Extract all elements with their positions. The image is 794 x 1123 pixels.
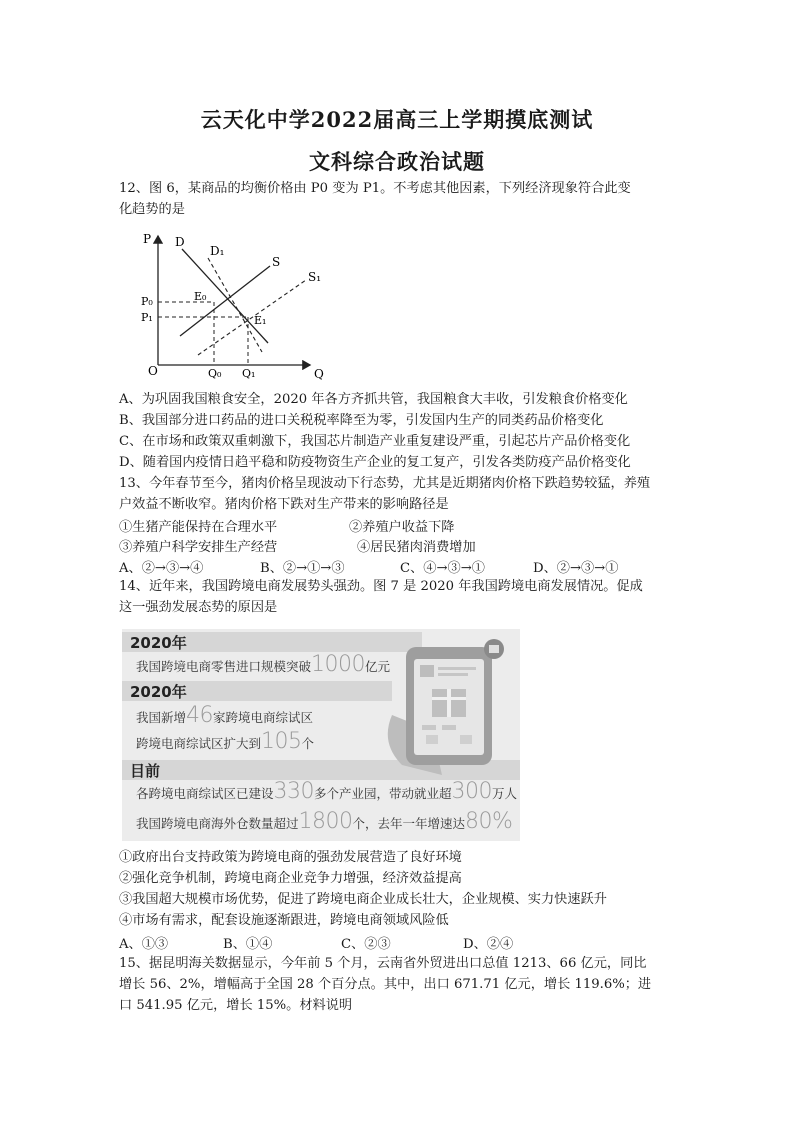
q14-item-4: ④市场有需求，配套设施逐渐跟进，跨境电商领域风险低 — [119, 913, 449, 928]
q15-stem-line-1: 15、据昆明海关数据显示，今年前 5 个月，云南省外贸进出口总值 1213、66 亿元，同比 — [119, 956, 647, 971]
infographic-row-4: 各跨境电商综试区已建设330多个产业园，带动就业超300万人 — [136, 779, 518, 804]
q13-stem-line-2: 户效益不断收窄。猪肉价格下跌对生产带来的影响路径是 — [119, 497, 449, 512]
q12-option-b: B、我国部分进口药品的进口关税税率降至为零，引发国内生产的同类药品价格变化 — [119, 413, 604, 428]
page-title: 云天化中学2022届高三上学期摸底测试 — [200, 107, 594, 132]
stat-105: 105 — [261, 729, 302, 754]
q12-option-d: D、随着国内疫情日趋平稳和防疫物资生产企业的复工复产，引发各类防疫产品价格变化 — [119, 455, 631, 470]
q14-answer-c: C、②③ — [341, 937, 391, 952]
q14-item-2: ②强化竞争机制，跨境电商企业竞争力增强，经济效益提高 — [119, 871, 462, 886]
label-q0: Q₀ — [208, 367, 222, 380]
label-d1: D₁ — [210, 244, 225, 258]
q13-items-row-2 — [119, 536, 679, 554]
q12-option-a: A、为巩固我国粮食安全，2020 年各方齐抓共管，我国粮食大丰收，引发粮食价格变化 — [119, 392, 628, 407]
axis-label-q: Q — [314, 367, 324, 380]
q13-item-2: ②养殖户收益下降 — [349, 520, 455, 535]
stat-1800: 1800 — [298, 809, 353, 834]
q13-answer-a: A、②→③→④ — [119, 561, 204, 576]
q12-option-c: C、在市场和政策双重刺激下，我国芯片制造产业重复建设严重，引起芯片产品价格变化 — [119, 434, 631, 449]
label-p0: P₀ — [141, 295, 153, 308]
q14-answers — [119, 933, 679, 951]
q14-stem-line-2: 这一强劲发展态势的原因是 — [119, 600, 278, 615]
q15-stem-line-3: 口 541.95 亿元，增长 15%。材料说明 — [119, 998, 353, 1013]
infographic-heading-2: 2020年 — [130, 683, 187, 701]
q12-stem-line-1: 12、图 6，某商品的均衡价格由 P0 变为 P1。不考虑其他因素，下列经济现象符合此变 — [119, 181, 631, 196]
q13-items-row-1 — [119, 516, 679, 534]
q14-item-1: ①政府出台支持政策为跨境电商的强劲发展营造了良好环境 — [119, 850, 462, 865]
stat-46: 46 — [186, 703, 214, 728]
q13-answer-b: B、②→①→③ — [260, 561, 345, 576]
infographic-heading-1: 2020年 — [130, 634, 187, 652]
q13-item-1: ①生猪产能保持在合理水平 — [119, 520, 278, 535]
stat-330: 330 — [273, 779, 315, 804]
label-s: S — [272, 255, 281, 269]
q13-stem-line-1: 13、今年春节至今，猪肉价格呈现波动下行态势，尤其是近期猪肉价格下跌趋势较猛，养殖 — [119, 476, 651, 491]
page-subtitle: 文科综合政治试题 — [309, 149, 485, 174]
label-d: D — [175, 235, 185, 249]
infographic-row-2: 我国新增46家跨境电商综试区 — [136, 703, 314, 728]
label-e0: E₀ — [194, 290, 207, 303]
q14-answer-b: B、①④ — [223, 937, 273, 952]
label-s1: S₁ — [308, 270, 322, 284]
crossborder-ecommerce-infographic — [122, 629, 520, 841]
infographic-heading-3: 目前 — [130, 762, 161, 780]
q13-item-4: ④居民猪肉消费增加 — [357, 540, 476, 555]
q14-stem-line-1: 14、近年来，我国跨境电商发展势头强劲。图 7 是 2020 年我国跨境电商发展情况。促成 — [119, 579, 643, 594]
q14-item-3: ③我国超大规模市场优势，促进了跨境电商企业成长壮大，企业规模、实力快速跃升 — [119, 892, 607, 907]
supply-demand-graph — [138, 228, 328, 380]
q13-answers — [119, 557, 679, 575]
stat-300: 300 — [451, 779, 493, 804]
q14-answer-a: A、①③ — [119, 937, 169, 952]
axis-label-p: P — [143, 232, 152, 246]
infographic-row-3: 跨境电商综试区扩大到105个 — [136, 729, 315, 754]
demand-curve-d1 — [208, 258, 262, 352]
stat-80-percent: 80% — [465, 809, 513, 834]
q15-stem-line-2: 增长 56、2%，增幅高于全国 28 个百分点。其中，出口 671.71 亿元，增长 119.6%；进 — [119, 977, 652, 992]
infographic-row-1: 我国跨境电商零售进口规模突破1000亿元 — [136, 652, 391, 677]
q13-answer-c: C、④→③→① — [400, 561, 485, 576]
q13-answer-d: D、②→③→① — [533, 561, 619, 576]
q12-stem-line-2: 化趋势的是 — [119, 202, 185, 217]
q13-item-3: ③养殖户科学安排生产经营 — [119, 540, 278, 555]
origin-label: O — [148, 364, 158, 378]
label-q1: Q₁ — [242, 367, 256, 380]
label-p1: P₁ — [141, 311, 153, 324]
label-e1: E₁ — [254, 314, 267, 327]
phone-illustration — [372, 635, 520, 775]
infographic-row-5: 我国跨境电商海外仓数量超过1800个，去年一年增速达80% — [136, 809, 513, 834]
stat-1000: 1000 — [311, 652, 366, 677]
q14-answer-d: D、②④ — [463, 937, 514, 952]
